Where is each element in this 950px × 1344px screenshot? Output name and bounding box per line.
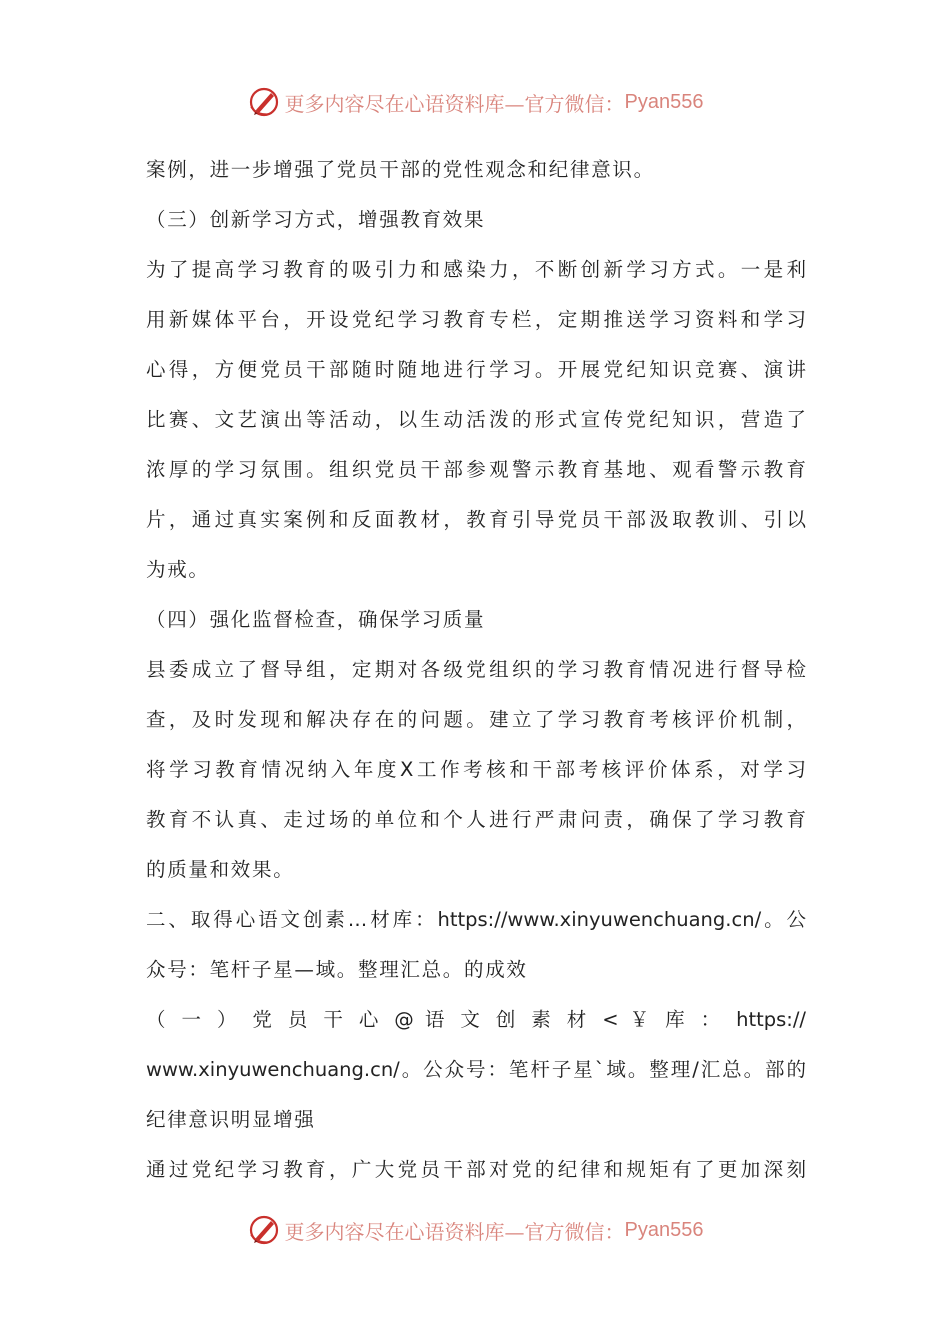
footer-banner [0, 1210, 950, 1250]
banner-wechat-id: Pyan556 [624, 1218, 704, 1241]
text-line: 的质量和效果。 [146, 858, 295, 881]
text-line: www.xinyuwenchuang.cn/。公众号：笔杆子星`域。整理/汇总。部的 [146, 1058, 806, 1081]
text-line: 教育不认真、走过场的单位和个人进行严肃问责，确保了学习教育 [146, 808, 806, 831]
text-line: 二、取得心语文创素…材库：https://www.xinyuwenchuang.cn/。公 [146, 908, 806, 931]
pen-logo-icon [247, 1213, 281, 1247]
pen-logo-icon [247, 85, 281, 119]
banner-wechat-id: Pyan556 [624, 90, 704, 113]
section-heading: （四）强化监督检查，确保学习质量 [146, 608, 486, 631]
text-line: 比赛、文艺演出等活动，以生动活泼的形式宣传党纪知识，营造了 [146, 408, 806, 431]
text-line: 片，通过真实案例和反面教材，教育引导党员干部汲取教训、引以 [146, 508, 806, 531]
text-line: 通过党纪学习教育，广大党员干部对党的纪律和规矩有了更加深刻 [146, 1158, 806, 1181]
text-line: 众号：笔杆子星—域。整理汇总。的成效 [146, 958, 528, 981]
section-heading: （三）创新学习方式，增强教育效果 [146, 208, 486, 231]
text-line: 心得，方便党员干部随时随地进行学习。开展党纪知识竞赛、演讲 [146, 358, 806, 381]
header-banner [0, 82, 950, 122]
text-line: 查，及时发现和解决存在的问题。建立了学习教育考核评价机制， [146, 708, 806, 731]
text-line: 为了提高学习教育的吸引力和感染力，不断创新学习方式。一是利 [146, 258, 806, 281]
text-line: 案例，进一步增强了党员干部的党性观念和纪律意识。 [146, 158, 655, 181]
text-line: 县委成立了督导组，定期对各级党组织的学习教育情况进行督导检 [146, 658, 806, 681]
banner-text: 更多内容尽在心语资料库—官方微信： [284, 91, 625, 116]
banner-text: 更多内容尽在心语资料库—官方微信： [284, 1219, 625, 1244]
document-body [146, 145, 806, 1195]
text-line: 用新媒体平台，开设党纪学习教育专栏，定期推送学习资料和学习 [146, 308, 806, 331]
text-line: 浓厚的学习氛围。组织党员干部参观警示教育基地、观看警示教育 [146, 458, 806, 481]
text-line: 纪律意识明显增强 [146, 1108, 316, 1131]
text-line: （ 一 ） 党 员 干 心 @ 语 文 创 素 材 < ￥ 库 ： https:// [146, 1008, 806, 1031]
text-line: 将学习教育情况纳入年度X工作考核和干部考核评价体系，对学习 [146, 758, 806, 781]
text-line: 为戒。 [146, 558, 210, 581]
